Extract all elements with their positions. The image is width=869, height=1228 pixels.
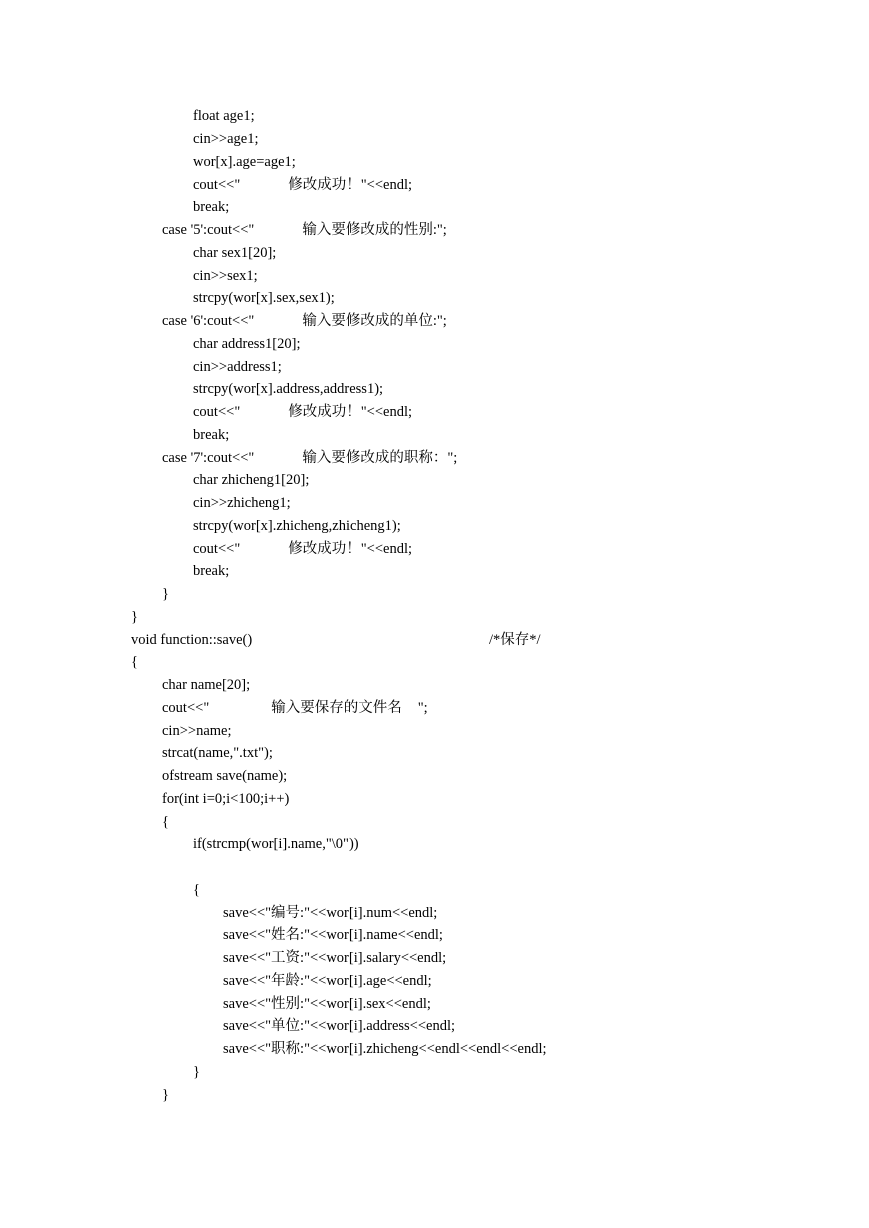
code-line <box>162 449 457 467</box>
code-text: cin>>age1; <box>193 131 259 147</box>
code-text: case '7':cout<<" <box>162 450 255 466</box>
code-text: { <box>162 814 169 830</box>
code-line <box>193 403 412 421</box>
code-text: strcpy(wor[x].zhicheng,zhicheng1); <box>193 518 401 534</box>
code-line <box>162 585 169 603</box>
code-line <box>193 130 258 148</box>
code-text: cout<<" <box>193 541 241 557</box>
code-text: wor[x].age=age1; <box>193 154 296 170</box>
code-text: strcat(name,".txt"); <box>162 745 273 761</box>
code-text: for(int i=0;i<100;i++) <box>162 791 290 807</box>
code-text: save<<"职称:"<<wor[i].zhicheng<<endl<<endl<<endl; <box>223 1041 547 1057</box>
code-line <box>193 358 282 376</box>
code-text: } <box>193 1064 200 1080</box>
code-line <box>223 1017 455 1035</box>
code-text: save<<"姓名:"<<wor[i].name<<endl; <box>223 927 443 943</box>
code-text: char sex1[20]; <box>193 245 277 261</box>
code-line <box>162 699 428 717</box>
code-line <box>223 1040 547 1058</box>
code-text: cout<<" <box>193 404 241 420</box>
code-text: case '6':cout<<" <box>162 313 255 329</box>
code-line <box>193 540 412 558</box>
code-line <box>193 267 258 285</box>
code-text: 输入要保存的文件名 <box>271 700 402 716</box>
code-line <box>193 244 276 262</box>
code-line <box>193 426 229 444</box>
code-line <box>193 153 296 171</box>
code-text: save<<"编号:"<<wor[i].num<<endl; <box>223 905 438 921</box>
code-line <box>162 790 289 808</box>
code-text: strcpy(wor[x].sex,sex1); <box>193 290 335 306</box>
code-line <box>223 904 437 922</box>
code-comment <box>489 631 541 649</box>
code-text: break; <box>193 199 230 215</box>
code-text: cout<<" <box>193 177 241 193</box>
code-text: if(strcmp(wor[i].name,"\0")) <box>193 836 359 852</box>
code-line <box>193 289 335 307</box>
code-text: 修改成功！"<<endl; <box>288 541 413 557</box>
code-text: 输入要修改成的性别:"; <box>302 222 447 238</box>
code-text: char address1[20]; <box>193 336 301 352</box>
code-text: void function::save() <box>131 632 253 648</box>
code-text: 输入要修改成的职称："; <box>302 450 458 466</box>
code-line <box>162 744 273 762</box>
code-text: } <box>162 1087 169 1103</box>
code-line <box>162 312 447 330</box>
code-text: 修改成功！"<<endl; <box>288 177 413 193</box>
code-line <box>162 676 250 694</box>
code-line <box>193 835 359 853</box>
code-line <box>193 1063 200 1081</box>
code-text: save<<"工资:"<<wor[i].salary<<endl; <box>223 950 447 966</box>
code-text: save<<"年龄:"<<wor[i].age<<endl; <box>223 973 432 989</box>
code-text: 修改成功！"<<endl; <box>288 404 413 420</box>
code-text: } <box>162 586 169 602</box>
code-text: float age1; <box>193 108 255 124</box>
code-line <box>162 767 287 785</box>
code-text: save<<"单位:"<<wor[i].address<<endl; <box>223 1018 456 1034</box>
code-line <box>193 107 255 125</box>
code-text: "; <box>417 700 428 716</box>
code-line <box>162 1086 169 1104</box>
code-line <box>162 722 232 740</box>
code-text: 输入要修改成的单位:"; <box>302 313 447 329</box>
code-line <box>193 494 291 512</box>
code-text: char name[20]; <box>162 677 251 693</box>
code-text: cin>>sex1; <box>193 268 258 284</box>
code-line <box>223 995 431 1013</box>
code-line <box>223 926 443 944</box>
code-line <box>193 562 229 580</box>
code-line <box>131 631 252 649</box>
code-text: /*保存*/ <box>489 632 541 648</box>
code-line <box>223 949 446 967</box>
code-text: cin>>zhicheng1; <box>193 495 291 511</box>
code-text: break; <box>193 427 230 443</box>
code-line <box>193 881 200 899</box>
code-line <box>193 335 301 353</box>
code-line <box>193 380 383 398</box>
code-text: case '5':cout<<" <box>162 222 255 238</box>
code-text: cin>>address1; <box>193 359 282 375</box>
code-text: { <box>193 882 200 898</box>
code-line <box>223 972 432 990</box>
code-text: { <box>131 654 138 670</box>
code-text: save<<"性别:"<<wor[i].sex<<endl; <box>223 996 431 1012</box>
code-line <box>193 198 229 216</box>
code-line <box>131 608 138 626</box>
code-line <box>193 176 412 194</box>
code-line <box>162 813 169 831</box>
code-text: ofstream save(name); <box>162 768 288 784</box>
code-line <box>193 471 309 489</box>
code-line <box>193 517 401 535</box>
code-line <box>131 653 138 671</box>
code-text: cout<<" <box>162 700 210 716</box>
code-text: break; <box>193 563 230 579</box>
code-text: strcpy(wor[x].address,address1); <box>193 381 384 397</box>
code-text: cin>>name; <box>162 723 232 739</box>
code-text: char zhicheng1[20]; <box>193 472 310 488</box>
code-line <box>162 221 447 239</box>
code-text: } <box>131 609 138 625</box>
